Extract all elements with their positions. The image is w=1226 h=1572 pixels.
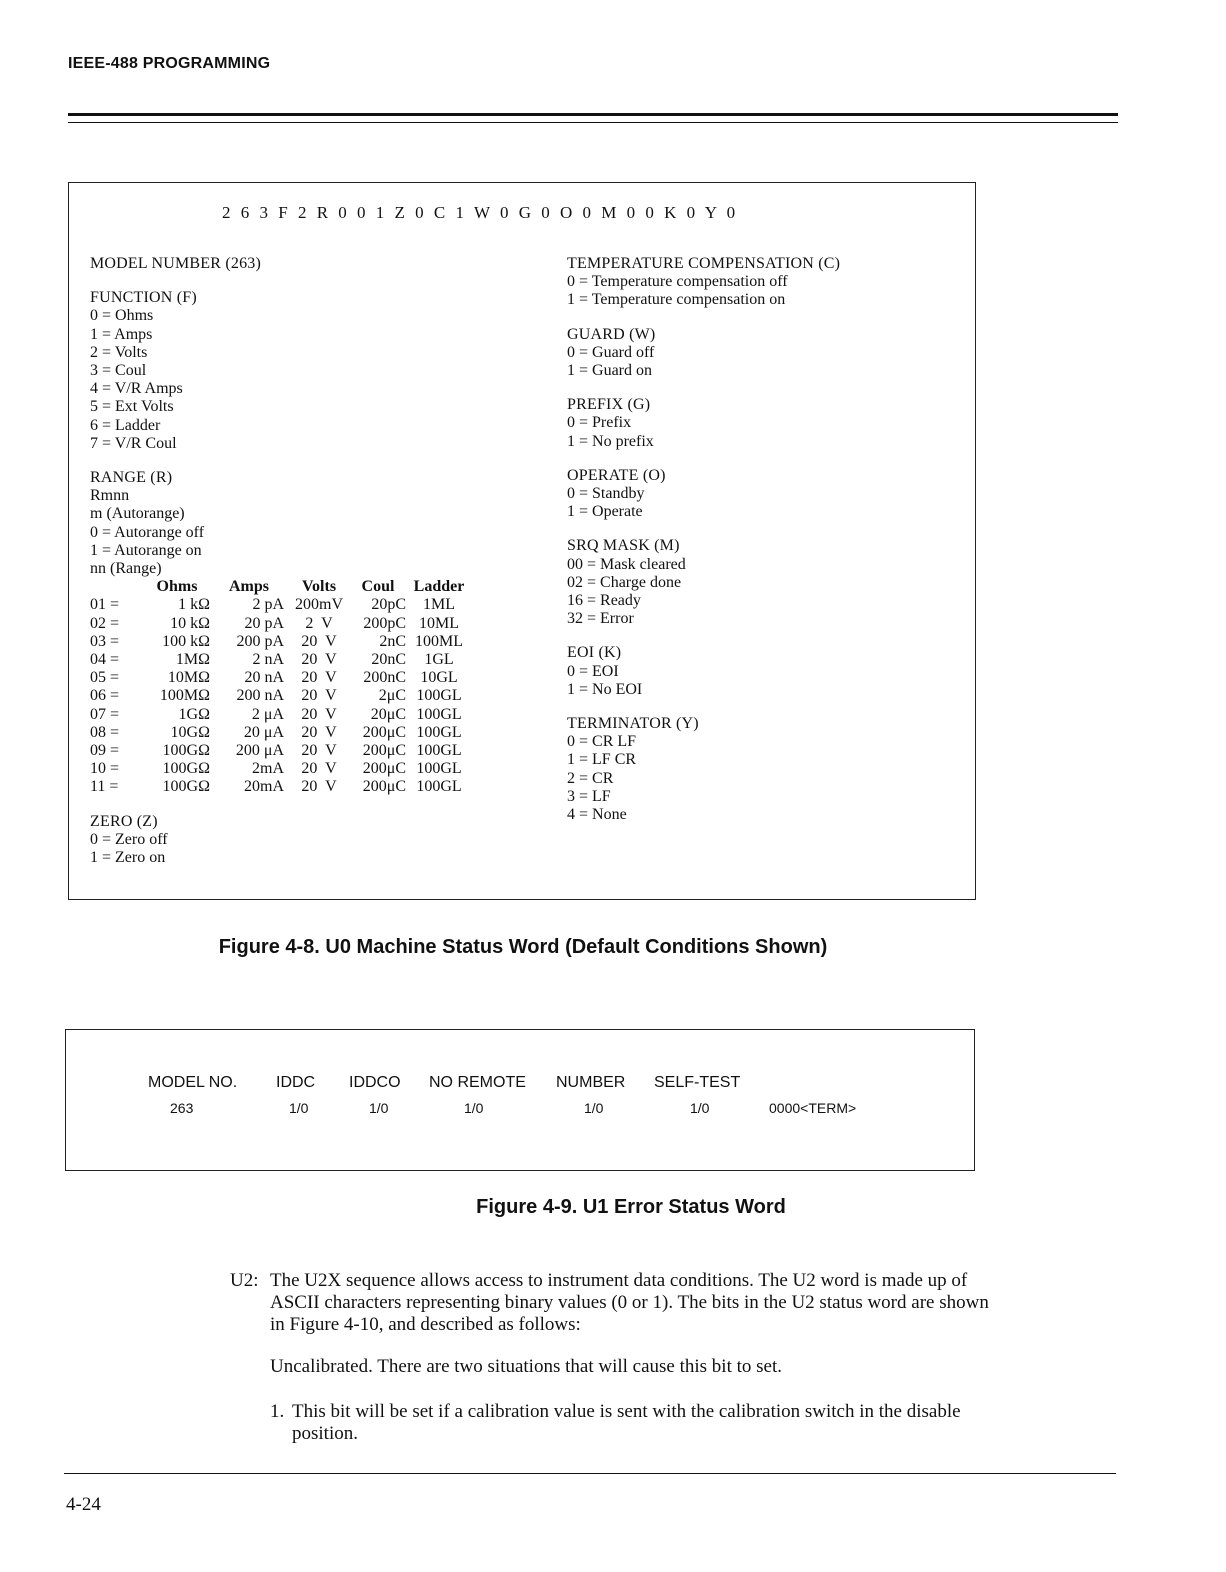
range-cell-code: 03 = (90, 632, 120, 650)
range-cell-coul: 20pC (371, 596, 406, 614)
status-word-code: 2 6 3 F 2 R 0 0 1 Z 0 C 1 W 0 G 0 O 0 M 0 0 K 0 Y 0 (222, 203, 736, 222)
error-word-value-no-remote: 1/0 (464, 1100, 484, 1116)
range-cell-ladder: 100GL (416, 778, 462, 796)
operate-item: 1 = Operate (567, 503, 643, 521)
operate-title: OPERATE (O) (567, 466, 666, 484)
range-cell-amps: 200 pA (236, 632, 284, 650)
range-cell-ladder: 1ML (423, 596, 455, 614)
range-cell-volts: 2 V (305, 614, 333, 632)
range-cell-ohms: 1MΩ (175, 651, 210, 669)
range-cell-code: 11 = (90, 778, 119, 796)
range-cell-ohms: 100MΩ (159, 687, 210, 705)
range-line: Rmnn (90, 487, 130, 505)
range-cell-volts: 20 V (301, 632, 337, 650)
error-word-label-self-test: SELF-TEST (654, 1074, 741, 1091)
srq-mask-item: 16 = Ready (567, 592, 641, 610)
prefix-title: PREFIX (G) (567, 396, 651, 414)
range-header-amps: Amps (228, 578, 269, 596)
range-cell-ohms: 1GΩ (178, 705, 210, 723)
machine-status-word-box (68, 182, 976, 900)
eoi-item: 1 = No EOI (567, 680, 643, 698)
zero-title: ZERO (Z) (90, 812, 158, 830)
range-cell-ohms: 100GΩ (162, 760, 210, 778)
range-cell-amps: 200 nA (236, 687, 284, 705)
range-cell-ladder: 1GL (424, 651, 454, 669)
footer-rule (64, 1473, 1116, 1474)
function-item: 5 = Ext Volts (90, 398, 174, 416)
status-word-left-column (90, 255, 510, 867)
range-cell-code: 04 = (90, 651, 120, 669)
range-cell-code: 02 = (90, 614, 120, 632)
srq-mask-item: 32 = Error (567, 610, 634, 628)
error-word-label-iddco: IDDCO (349, 1074, 401, 1091)
range-cell-ohms: 1 kΩ (178, 596, 210, 614)
temp-comp-title: TEMPERATURE COMPENSATION (C) (567, 255, 841, 272)
terminator-item: 1 = LF CR (567, 751, 637, 769)
error-status-word-box (65, 1029, 975, 1171)
range-cell-ohms: 100GΩ (162, 742, 210, 760)
range-cell-coul: 200μC (362, 742, 406, 760)
range-cell-code: 08 = (90, 723, 120, 741)
list-item-number: 1. (270, 1401, 285, 1422)
terminator-title: TERMINATOR (Y) (567, 715, 699, 733)
range-header-coul: Coul (361, 578, 395, 596)
terminator-item: 2 = CR (567, 769, 614, 787)
error-word-value-iddc: 1/0 (289, 1100, 309, 1116)
header-rule-thick (68, 113, 1118, 116)
range-cell-coul: 2nC (379, 632, 406, 650)
eoi-item: 0 = EOI (567, 662, 619, 680)
range-cell-amps: 200 μA (235, 742, 284, 760)
error-word-value-number: 1/0 (584, 1100, 604, 1116)
range-cell-code: 05 = (90, 669, 120, 687)
function-item: 3 = Coul (90, 362, 147, 380)
range-cell-ladder: 10ML (419, 614, 459, 632)
list-item-text: This bit will be set if a calibration value is sent with the calibration switch in the disable position. (292, 1401, 961, 1444)
range-cell-ladder: 100GL (416, 760, 462, 778)
uncalibrated-paragraph: Uncalibrated. There are two situations that will cause this bit to set. (270, 1356, 782, 1377)
range-cell-amps: 2 pA (252, 596, 284, 614)
function-item: 7 = V/R Coul (90, 434, 177, 452)
range-cell-coul: 200nC (363, 669, 406, 687)
range-header-ladder: Ladder (413, 578, 465, 596)
function-title: FUNCTION (F) (90, 289, 197, 307)
range-cell-amps: 2 nA (252, 651, 284, 669)
table-row (90, 669, 468, 687)
u2-text: The U2X sequence allows access to instrument data conditions. The U2 word is made up of ASCII characters representing binary values (0 or 1). The bits in the U2 status word are shown in Figure 4-10, and described as follows: (270, 1270, 989, 1335)
error-word-label-no-remote: NO REMOTE (429, 1074, 526, 1091)
list-item (270, 1401, 990, 1445)
range-cell-coul: 200μC (362, 723, 406, 741)
range-cell-amps: 20mA (244, 778, 284, 796)
range-line: nn (Range) (90, 560, 162, 578)
terminator-item: 0 = CR LF (567, 733, 637, 751)
table-row (90, 706, 468, 724)
figure-4-8-caption: Figure 4-8. U0 Machine Status Word (Default Conditions Shown) (218, 936, 828, 958)
range-header-volts: Volts (301, 578, 337, 596)
table-row (90, 615, 468, 633)
range-cell-amps: 20 nA (244, 669, 284, 687)
range-cell-ohms: 10GΩ (170, 723, 210, 741)
table-row (90, 687, 468, 705)
guard-title: GUARD (W) (567, 325, 656, 343)
range-table-header-row (90, 578, 468, 596)
range-cell-volts: 20 V (301, 778, 337, 796)
range-cell-coul: 200μC (362, 760, 406, 778)
prefix-item: 1 = No prefix (567, 432, 654, 450)
error-word-label-model: MODEL NO. (148, 1074, 238, 1091)
page-header-title: IEEE-488 PROGRAMMING (68, 55, 271, 72)
figure-4-9-caption: Figure 4-9. U1 Error Status Word (476, 1196, 786, 1218)
range-cell-amps: 20 μA (243, 723, 284, 741)
status-word-right-column (567, 255, 957, 824)
range-line: 0 = Autorange off (90, 523, 205, 541)
range-cell-volts: 200mV (295, 596, 343, 614)
range-cell-volts: 20 V (301, 723, 337, 741)
range-cell-code: 07 = (90, 705, 120, 723)
srq-mask-item: 00 = Mask cleared (567, 555, 686, 573)
range-cell-code: 09 = (90, 742, 120, 760)
range-cell-volts: 20 V (301, 687, 337, 705)
error-word-value-model: 263 (170, 1100, 194, 1116)
guard-item: 1 = Guard on (567, 362, 653, 380)
error-word-value-self-test: 1/0 (690, 1100, 710, 1116)
range-cell-volts: 20 V (301, 669, 337, 687)
function-item: 2 = Volts (90, 343, 148, 361)
error-word-label-number: NUMBER (556, 1074, 626, 1091)
table-row (90, 596, 468, 614)
range-cell-ohms: 100GΩ (162, 778, 210, 796)
range-cell-code: 10 = (90, 760, 120, 778)
range-line: m (Autorange) (90, 505, 185, 523)
range-cell-ohms: 10MΩ (167, 669, 210, 687)
range-line: 1 = Autorange on (90, 541, 202, 559)
range-cell-volts: 20 V (301, 651, 337, 669)
range-cell-code: 01 = (90, 596, 120, 614)
range-cell-volts: 20 V (301, 705, 337, 723)
error-word-label-iddc: IDDC (276, 1074, 316, 1091)
range-cell-volts: 20 V (301, 760, 337, 778)
header-rule-thin (68, 122, 1118, 123)
range-cell-ohms: 100 kΩ (162, 632, 210, 650)
range-cell-code: 06 = (90, 687, 120, 705)
model-number-title: MODEL NUMBER (263) (90, 255, 261, 272)
temp-comp-item: 0 = Temperature compensation off (567, 273, 788, 291)
range-cell-coul: 20μC (370, 705, 406, 723)
range-cell-amps: 2mA (252, 760, 284, 778)
range-cell-ladder: 100GL (416, 742, 462, 760)
range-cell-ladder: 100GL (416, 705, 462, 723)
table-row (90, 633, 468, 651)
table-row (90, 742, 468, 760)
range-cell-coul: 2μC (378, 687, 406, 705)
terminator-item: 3 = LF (567, 787, 611, 805)
guard-item: 0 = Guard off (567, 343, 655, 361)
range-cell-ohms: 10 kΩ (170, 614, 210, 632)
error-word-value-terminator: 0000<TERM> (769, 1100, 857, 1116)
range-cell-ladder: 100ML (415, 632, 463, 650)
table-row (90, 724, 468, 742)
function-item: 1 = Amps (90, 325, 153, 343)
error-word-value-iddco: 1/0 (369, 1100, 389, 1116)
range-header-ohms: Ohms (156, 578, 198, 596)
table-row (90, 778, 468, 796)
range-cell-ladder: 10GL (420, 669, 458, 687)
prefix-item: 0 = Prefix (567, 414, 632, 432)
page-number: 4-24 (66, 1494, 101, 1515)
range-cell-volts: 20 V (301, 742, 337, 760)
terminator-item: 4 = None (567, 806, 627, 824)
range-cell-coul: 200pC (363, 614, 406, 632)
u2-label: U2: (230, 1270, 259, 1291)
srq-mask-item: 02 = Charge done (567, 573, 682, 591)
function-item: 6 = Ladder (90, 416, 161, 434)
temp-comp-item: 1 = Temperature compensation on (567, 291, 786, 309)
operate-item: 0 = Standby (567, 485, 645, 503)
range-cell-coul: 200μC (362, 778, 406, 796)
range-cell-coul: 20nC (371, 651, 406, 669)
range-cell-amps: 2 μA (251, 705, 284, 723)
range-cell-ladder: 100GL (416, 723, 462, 741)
table-row (90, 760, 468, 778)
range-cell-ladder: 100GL (416, 687, 462, 705)
zero-item: 1 = Zero on (90, 849, 166, 867)
srq-mask-title: SRQ MASK (M) (567, 537, 680, 555)
range-title: RANGE (R) (90, 469, 173, 487)
function-item: 4 = V/R Amps (90, 380, 183, 398)
zero-item: 0 = Zero off (90, 830, 168, 848)
range-cell-amps: 20 pA (244, 614, 284, 632)
eoi-title: EOI (K) (567, 644, 622, 662)
u2-paragraph (230, 1270, 990, 1336)
table-row (90, 651, 468, 669)
range-table (90, 578, 468, 796)
function-item: 0 = Ohms (90, 307, 154, 325)
